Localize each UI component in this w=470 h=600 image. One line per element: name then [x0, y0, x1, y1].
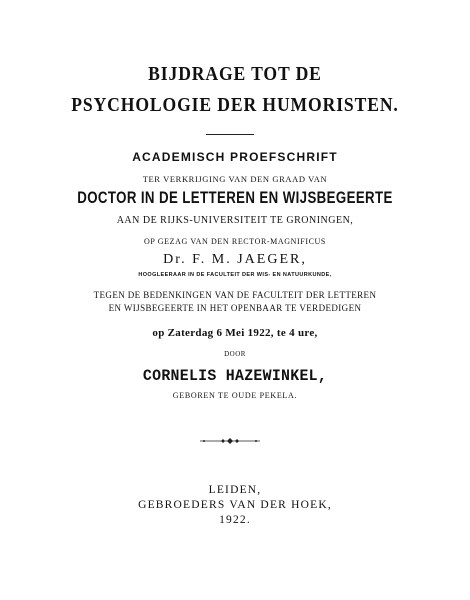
- publication-year: 1922.: [219, 514, 251, 526]
- publisher-city: LEIDEN,: [208, 484, 262, 496]
- title-line-1: BIJDRAGE TOT DE: [148, 63, 322, 85]
- rector-role: HOOGLEERAAR IN DE FACULTEIT DER WIS- EN NATUURKUNDE,: [138, 272, 332, 278]
- university-line: AAN DE RIJKS-UNIVERSITEIT TE GRONINGEN,: [116, 215, 354, 226]
- rector-title: Dr.: [163, 252, 187, 267]
- defense-date: op Zaterdag 6 Mei 1922, te 4 ure,: [152, 327, 318, 339]
- defense-line-1: TEGEN DE BEDENKINGEN VAN DE FACULTEIT DER LETTEREN: [93, 290, 377, 300]
- author-birthplace: GEBOREN TE OUDE PEKELA.: [172, 391, 298, 400]
- rector-name-line: [0, 252, 470, 268]
- thesis-purpose: TER VERKRIJGING VAN DEN GRAAD VAN: [142, 174, 328, 184]
- title-line-2: PSYCHOLOGIE DER HUMORISTEN.: [71, 94, 399, 116]
- thesis-label: ACADEMISCH PROEFSCHRIFT: [132, 150, 338, 164]
- title-divider: [206, 134, 254, 135]
- publisher-name: GEBROEDERS VAN DER HOEK,: [138, 499, 332, 511]
- defense-line-2: EN WIJSBEGEERTE IN HET OPENBAAR TE VERDEDIGEN: [108, 303, 362, 313]
- author-name: CORNELIS HAZEWINKEL,: [142, 367, 328, 385]
- by-label: DOOR: [224, 350, 246, 358]
- authority-line: OP GEZAG VAN DEN RECTOR-MAGNIFICUS: [144, 237, 326, 246]
- rector-name: F. M. JAEGER,: [192, 252, 307, 267]
- ornament-divider: [200, 437, 260, 445]
- degree-title: DOCTOR IN DE LETTEREN EN WIJSBEGEERTE: [77, 188, 393, 207]
